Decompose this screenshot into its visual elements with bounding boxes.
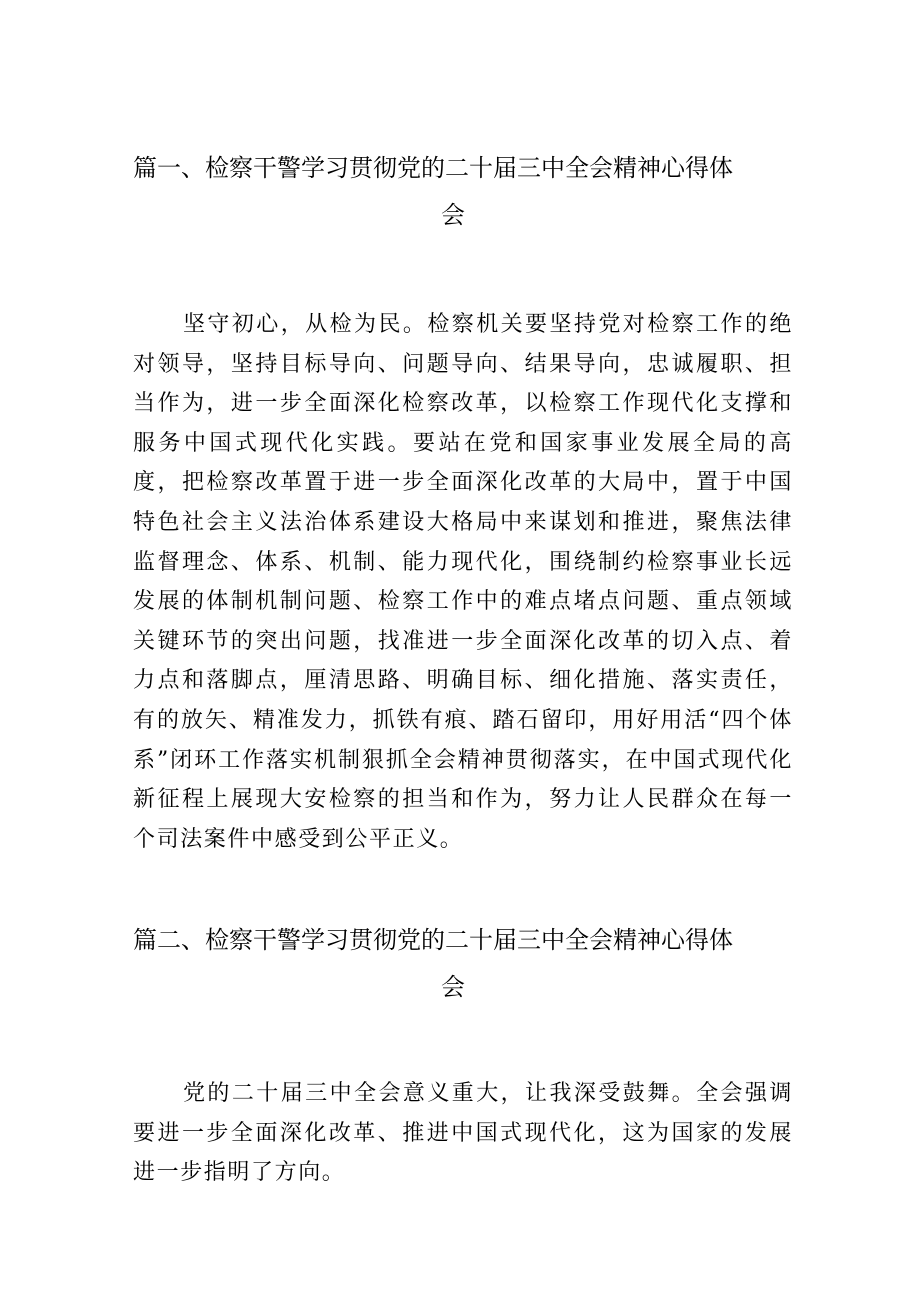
section-1-paragraph: 坚守初心，从检为民。检察机关要坚持党对检察工作的绝对领导，坚持目标导向、问题导向、结果导向，忠诚履职、担当作为，进一步全面深化检察改革，以检察工作现代化支撑和服务中国式现代化实践。要站在党和国家事业发展全局的高度，把检察改革置于进一步全面深化改革的大局中，置于中国特色社会主义法治体系建设大格局中来谋划和推进，聚焦法律监督理念、体系、机制、能力现代化，围绕制约检察事业长远发展的体制机制问题、检察工作中的难点堵点问题、重点领域关键环节的突出问题，找准进一步全面深化改革的切入点、着力点和落脚点，厘清思路、明确目标、细化措施、落实责任，有的放矢、精准发力，抓铁有痕、踏石留印，用好用活“四个体系”闭环工作落实机制狠抓全会精神贯彻落实，在中国式现代化新征程上展现大安检察的担当和作为，努力让人民群众在每一个司法案件中感受到公平正义。 bbox=[133, 312, 793, 852]
section-1-heading-line2: 会 bbox=[441, 200, 465, 229]
section-1-heading-line1: 篇一、检察干警学习贯彻党的二十届三中全会精神心得体 bbox=[133, 154, 733, 182]
section-1-heading bbox=[133, 148, 793, 236]
section-2-heading bbox=[133, 920, 793, 1008]
section-2-heading-line2: 会 bbox=[441, 972, 465, 1001]
section-2-heading-line1: 篇二、检察干警学习贯彻党的二十届三中全会精神心得体 bbox=[133, 926, 733, 954]
section-2-paragraph: 党的二十届三中全会意义重大，让我深受鼓舞。全会强调要进一步全面深化改革、推进中国式现代化，这为国家的发展进一步指明了方向。 bbox=[133, 1081, 793, 1186]
